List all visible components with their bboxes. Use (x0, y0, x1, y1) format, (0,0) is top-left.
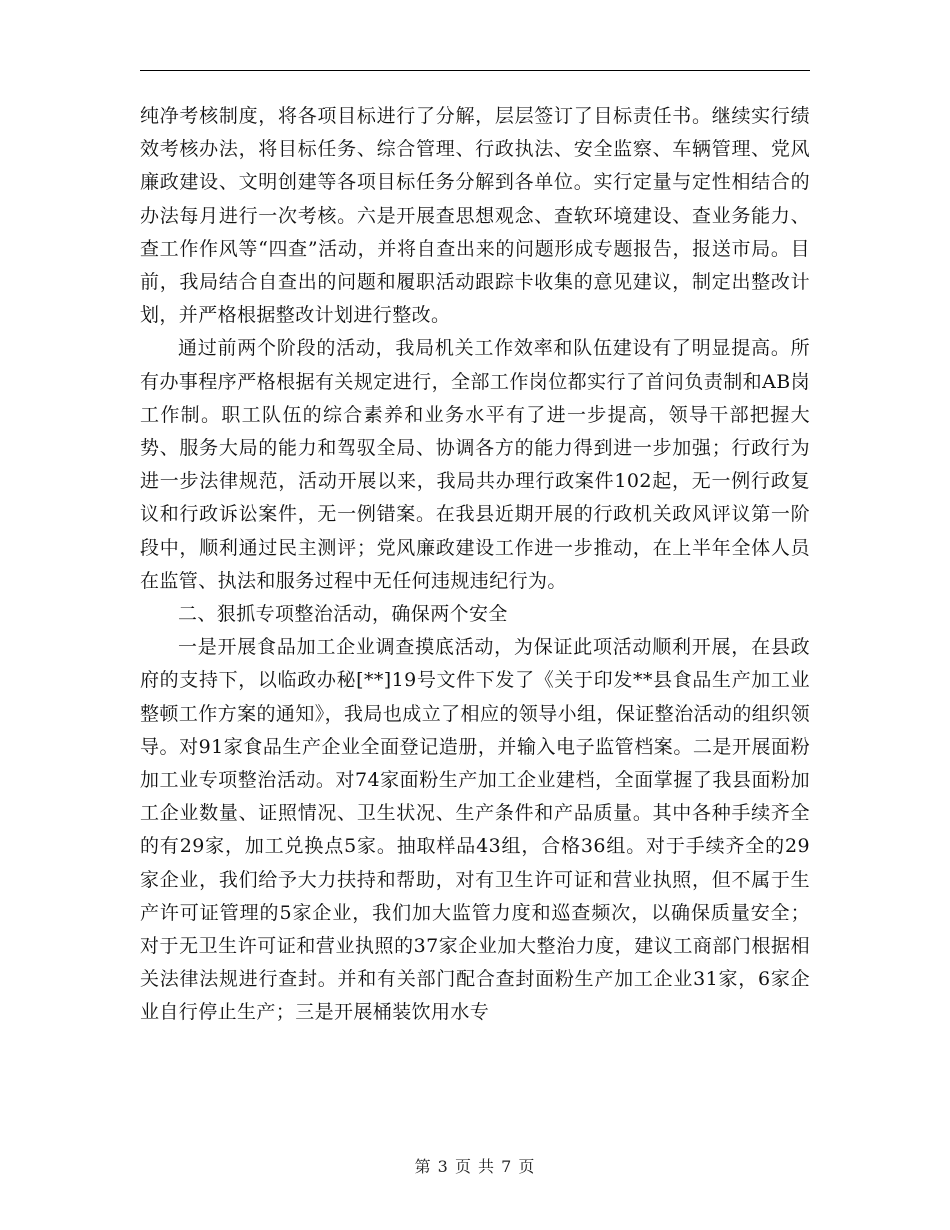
header-rule (140, 70, 810, 71)
paragraph: 纯净考核制度，将各项目标进行了分解，层层签订了目标责任书。继续实行绩效考核办法，将目标任务、综合管理、行政执法、安全监察、车辆管理、党风廉政建设、文明创建等各项目标任务分解到各单位。实行定量与定性相结合的办法每月进行一次考核。六是开展查思想观念、查软环境建设、查业务能力、查工作作风等“四查”活动，并将自查出来的问题形成专题报告，报送市局。目前，我局结合自查出的问题和履职活动跟踪卡收集的意见建议，制定出整改计划，并严格根据整改计划进行整改。 (140, 105, 810, 327)
paragraph: 一是开展食品加工企业调查摸底活动，为保证此项活动顺利开展，在县政府的支持下，以临政办秘[**]19号文件下发了《关于印发**县食品生产加工业整顿工作方案的通知》，我局也成立了相应的领导小组，保证整治活动的组织领导。对91家食品生产企业全面登记造册，并输入电子监管档案。二是开展面粉加工业专项整治活动。对74家面粉生产加工企业建档，全面掌握了我县面粉加工企业数量、证照情况、卫生状况、生产条件和产品质量。其中各种手续齐全的有29家，加工兑换点5家。抽取样品43组，合格36组。对于手续齐全的29家企业，我们给予大力扶持和帮助，对有卫生许可证和营业执照，但不属于生产许可证管理的5家企业，我们加大监管力度和巡查频次，以确保质量安全；对于无卫生许可证和营业执照的37家企业加大整治力度，建议工商部门根据相关法律法规进行查封。并和有关部门配合查封面粉生产加工企业31家，6家企业自行停止生产；三是开展桶装饮用水专 (140, 636, 810, 1024)
section-heading: 二、狠抓专项整治活动，确保两个安全 (178, 603, 508, 626)
document-body (140, 100, 810, 1030)
paragraph: 通过前两个阶段的活动，我局机关工作效率和队伍建设有了明显提高。所有办事程序严格根据有关规定进行，全部工作岗位都实行了首问负责制和AB岗工作制。职工队伍的综合素养和业务水平有了进一步提高，领导干部把握大势、服务大局的能力和驾驭全局、协调各方的能力得到进一步加强；行政行为进一步法律规范，活动开展以来，我局共办理行政案件102起，无一例行政复议和行政诉讼案件，无一例错案。在我县近期开展的行政机关政风评议第一阶段中，顺利通过民主测评；党风廉政建设工作进一步推动，在上半年全体人员在监管、执法和服务过程中无任何违规违纪行为。 (140, 337, 810, 592)
page-footer: 第 3 页 共 7 页 (414, 1157, 536, 1176)
